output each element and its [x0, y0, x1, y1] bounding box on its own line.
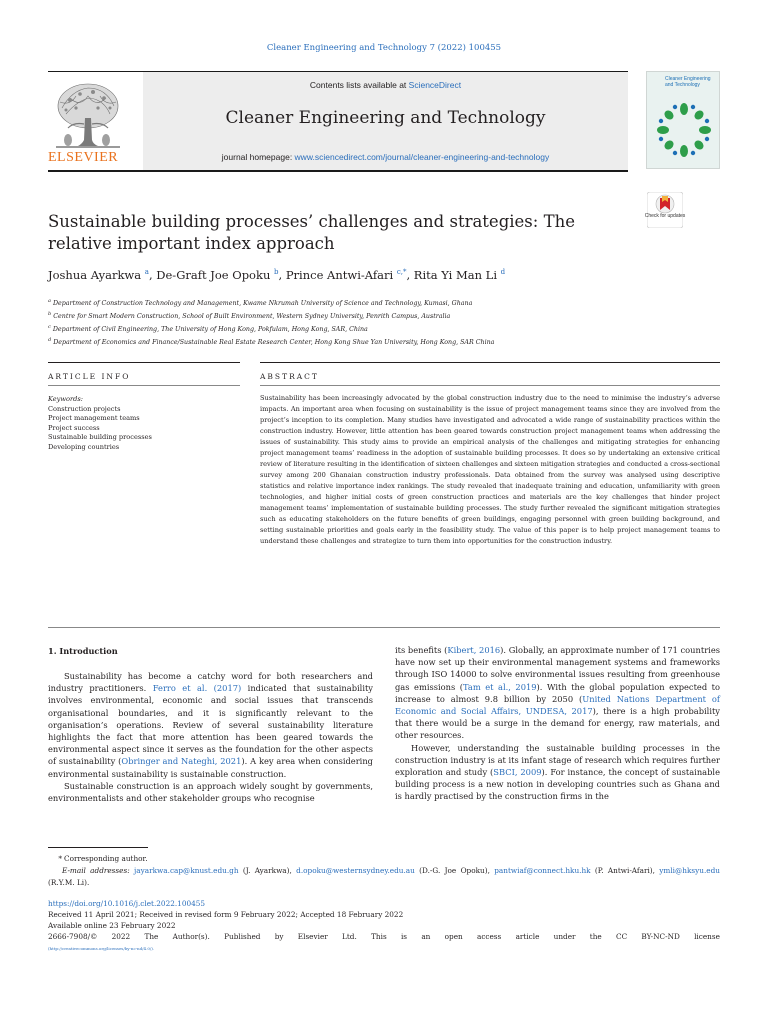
journal-title: Cleaner Engineering and Technology [225, 108, 546, 128]
journal-homepage-line [143, 152, 628, 162]
license-word: by [274, 932, 284, 941]
license-word: CC [616, 932, 628, 941]
keyword-item: Sustainable building processes [48, 433, 152, 441]
license-word: an [421, 932, 431, 941]
affiliation-mark: a [48, 298, 51, 304]
license-word: the [589, 932, 602, 941]
available-online: Available online 23 February 2022 [48, 921, 176, 930]
abstract-rule [260, 362, 720, 363]
introduction-heading: 1. Introduction [48, 646, 118, 656]
license-word: Elsevier [297, 932, 328, 941]
elsevier-wordmark: ELSEVIER [48, 150, 119, 165]
email-link[interactable]: pantwiaf@connect.hku.hk [494, 866, 591, 875]
license-word: 2022 [111, 932, 131, 941]
journal-citation-link[interactable]: Cleaner Engineering and Technology 7 (2022) 100455 [266, 43, 502, 53]
affiliation-text: Department of Economics and Finance/Sustainable Real Estate Research Center, Hong Kong Shue Yan University, Hong Kong, SAR China [53, 339, 495, 347]
sciencedirect-link[interactable]: ScienceDirect [408, 80, 462, 90]
email-owner: (D.-G. Joe Opoku), [414, 866, 495, 875]
corresponding-author-note [48, 853, 720, 865]
author-affiliation-mark[interactable]: b [274, 268, 279, 277]
header-rule-bottom [48, 170, 628, 172]
license-word: access [476, 932, 502, 941]
contents-available-line [143, 80, 628, 90]
license-word: 2666-7908/© [48, 932, 98, 941]
license-line [48, 931, 720, 942]
email-owner: (R.Y.M. Li). [48, 878, 90, 887]
article-info-rule [48, 362, 240, 363]
body-paragraph: Sustainable construction is an approach widely sought by governments, environmentalists and other stakeholder groups who recognise [48, 780, 373, 804]
author-name: De-Graft Joe Opoku [156, 268, 271, 282]
corresponding-mark: * [58, 854, 62, 863]
citation-link[interactable]: Ferro et al. (2017) [152, 683, 242, 694]
affiliation-item [48, 322, 688, 335]
email-owner: (P. Antwi-Afari), [590, 866, 660, 875]
author-list: Joshua Ayarkwa $^a$, De-Graft Joe Opoku $^b$, Prince Antwi-Afari $^{c,*}$, Rita Yi Man Li $^d$ [48, 268, 506, 282]
citation-link[interactable]: Tam et al., 2019 [463, 681, 537, 692]
abstract-text: Sustainability has been increasingly advocated by the global construction industry due to the need to minimise the industry’s adverse impacts. An important area when focusing on sustainability is the issue of project management teams since they are involved from the project’s inception to its completion. Many studies have investigated and advocated a wide range of sustainability practices within the construction industry. However, little attention has been geared towards construction project management teams when addressing the issues of sustainability. This study aims to provide an empirical analysis of the challenges and mitigating strategies for enhancing project management teams’ readiness in the adoption of sustainable building processes. It does so by undertaking an extensive critical review of literature resulting in the identification of sixteen challenges and sixteen mitigation strategies and conducted a cross-sectional survey among 200 Ghanaian construction industry professionals. Data obtained from the survey was analysed using descriptive statistics and relative importance index rankings. The study revealed that inadequate training and education, unfamiliarity with green technologies, and higher initial costs of green construction practices and materials are the key challenges that hinder project management teams’ implementation of sustainable building processes. The study further revealed the significant mitigation strategies such as educating stakeholders on the future benefits of green buildings, engaging personnel with green building background, and setting sustainable priorities and goals early in the feasibility study. The value of this paper is to help project management teams to understand these challenges and strategize to turn them into opportunities for the construction industry. [260, 394, 720, 545]
email-link[interactable]: ymli@hksyu.edu [659, 866, 720, 875]
citation-link[interactable]: United Nations Department of Economic and Social Affairs, UNDESA, 2017 [395, 693, 720, 717]
citation-link[interactable]: Kibert, 2016 [447, 645, 501, 655]
email-link[interactable]: d.opoku@westernsydney.edu.au [296, 866, 415, 875]
publication-info [48, 898, 720, 954]
author-affiliation-mark[interactable]: d [500, 268, 506, 277]
keyword-item: Construction projects [48, 404, 121, 413]
license-word: license [694, 932, 720, 941]
doi-link[interactable]: https://doi.org/10.1016/j.clet.2022.100455 [48, 899, 206, 908]
affiliation-text: Department of Construction Technology and Management, Kwame Nkrumah University of Science and Technology, Kumasi, Ghana [53, 300, 473, 308]
license-word: open [444, 932, 463, 941]
email-label: E-mail addresses: [62, 866, 130, 875]
body-paragraph: Sustainability has become a catchy word for both researchers and industry practitioners. Ferro et al. (2017) indicated that sustainability involves environmental, economic and social issues that transcends organisational boundaries, and it is significantly relevant to the organisation’s operations. Review of several sustainability literature highlights the fact that more attention has been geared towards the environmental aspect since it serves as the foundation for the other aspects of sustainability (Obringer and Nateghi, 2021). A key area when considering environmental sustainability is sustainable construction. [48, 671, 373, 779]
abstract-subrule [260, 385, 720, 386]
affiliation-mark: c [48, 324, 51, 331]
affiliation-text: Department of Civil Engineering, The University of Hong Kong, Pokfulam, Hong Kong, SAR, China [52, 326, 368, 334]
email-link[interactable]: jayarkwa.cap@knust.edu.gh [134, 866, 239, 875]
journal-cover-thumbnail[interactable] [646, 71, 720, 169]
license-word: Published [224, 932, 261, 941]
affiliation-item [48, 309, 688, 322]
license-word: BY-NC-ND [641, 932, 680, 941]
license-url-link[interactable]: (http://creativecommons.org/licenses/by-nc-nd/4.0/). [48, 946, 155, 951]
author-name: Joshua Ayarkwa [48, 268, 142, 282]
affiliation-mark: b [48, 311, 52, 318]
citation-link[interactable]: SBCI, 2009 [493, 767, 542, 778]
article-title: Sustainable building processes’ challenges and strategies: The relative important index approach [48, 212, 575, 253]
license-word: under [553, 932, 576, 941]
contents-prefix: Contents lists available at [309, 80, 409, 90]
journal-homepage-link[interactable]: www.sciencedirect.com/journal/cleaner-engineering-and-technology [294, 152, 550, 162]
affiliation-text: Centre for Smart Modern Construction, School of Built Environment, Western Sydney University, Penrith Campus, Australia [53, 313, 451, 321]
body-paragraph: its benefits (Kibert, 2016). Globally, an approximate number of 171 countries have now set up their environmental management systems and frameworks through ISO 14000 to solve environmental issues resulting from greenhouse gas emissions (Tam et al., 2019). With the global population expected to increase to almost 9.8 billion by 2050 (United Nations Department of Economic and Social Affairs, UNDESA, 2017), there is a high probability that there would be a surge in the demand for energy, raw materials, and other resources. [395, 645, 720, 741]
body-column-left [48, 670, 373, 804]
affiliation-item [48, 335, 688, 348]
author-name: Rita Yi Man Li [413, 268, 497, 282]
keyword-list [48, 405, 240, 453]
license-word: This [371, 932, 387, 941]
email-addresses [48, 865, 720, 889]
keyword-item: Project success [48, 423, 100, 432]
affiliation-mark: d [48, 337, 52, 344]
received-dates: Received 11 April 2021; Received in revised form 9 February 2022; Accepted 18 February 2022 [48, 910, 404, 919]
article-info-subrule [48, 385, 240, 386]
author-affiliation-mark[interactable]: c,* [396, 268, 407, 277]
abstract-heading: ABSTRACT [260, 372, 319, 381]
keywords-block [48, 395, 240, 452]
body-column-right [395, 644, 720, 803]
author-name: Prince Antwi-Afari [285, 268, 394, 282]
license-word: Ltd. [342, 932, 357, 941]
keyword-item: Project management teams [48, 414, 140, 422]
cover-emblem-icon [655, 97, 713, 163]
license-word: is [400, 932, 408, 941]
homepage-prefix: journal homepage: [221, 152, 295, 162]
crossmark-icon[interactable] [647, 192, 683, 228]
footnote-rule [48, 847, 148, 848]
citation-link[interactable]: Obringer and Nateghi, 2021 [121, 756, 242, 767]
footnotes [48, 853, 720, 889]
keyword-item: Developing countries [48, 442, 120, 451]
cover-title: Cleaner Engineering and Technology [665, 76, 711, 88]
abstract-end-rule [48, 627, 720, 628]
email-owner: (J. Ayarkwa), [238, 866, 297, 875]
body-paragraph: However, understanding the sustainable building processes in the construction industry is at its infant stage of research which requires further exploration and study (SBCI, 2009). For instance, the concept of sustainable building process is a new notion in developing countries such as Ghana and is hardly practised by the construction firms in the [395, 742, 721, 802]
license-word: The [144, 932, 159, 941]
author-affiliation-mark[interactable]: a [144, 268, 149, 277]
license-word: Author(s). [172, 932, 210, 941]
keywords-label: Keywords: [48, 395, 83, 403]
article-info-heading: ARTICLE INFO [48, 372, 131, 381]
affiliation-list [48, 296, 688, 348]
affiliation-item [48, 296, 688, 309]
crossmark-label: Check for updates [644, 213, 686, 219]
corresponding-text: Corresponding author. [64, 854, 148, 863]
license-word: article [515, 932, 540, 941]
